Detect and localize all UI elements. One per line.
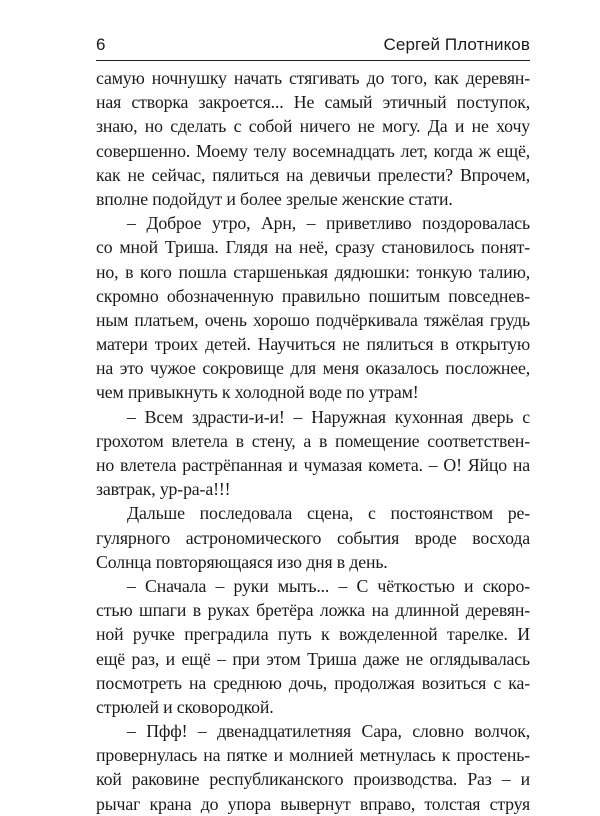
- text-line: ещё раз, и ещё – при этом Триша даже не оглядывалась: [96, 648, 530, 669]
- text-line: скромно обозначенную правильно пошитым повседнев-: [96, 285, 530, 306]
- text-line: со мной Триша. Глядя на неё, сразу становилось понят-: [96, 237, 530, 258]
- text-line: вполне подойдут и более зрелые женские стати.: [96, 188, 453, 209]
- text-line: – Всем здрасти-и-и! – Наружная кухонная дверь с: [127, 406, 530, 427]
- text-line: – Пфф! – двенадцатилетняя Сара, словно волчок,: [127, 721, 530, 742]
- text-line: Дальше последовала сцена, с постоянством ре-: [127, 503, 530, 524]
- text-line: провернулась на пятке и молнией метнулась к простень-: [96, 745, 530, 766]
- text-line: – Доброе утро, Арн, – приветливо поздоровалась: [127, 213, 530, 234]
- text-line: ной ручке преградила путь к вожделенной тарелке. И: [96, 624, 530, 645]
- text-line: ная створка закроется... Не самый этичный поступок,: [96, 92, 530, 113]
- text-line: но, в кого пошла старшенькая дядюшки: тонкую талию,: [96, 261, 530, 282]
- text-line: но влетела растрёпанная и чумазая комета. – О! Яйцо на: [96, 455, 530, 475]
- text-line: совершенно. Моему телу восемнадцать лет, когда ж ещё,: [96, 140, 530, 161]
- text-line: самую ночнушку начать стягивать до того, как деревян-: [96, 68, 530, 88]
- text-line: – Сначала – руки мыть... – С чёткостью и скоро-: [127, 575, 530, 596]
- text-line: стью шпаги в руках бретёра ложка на длинной деревян-: [96, 600, 530, 621]
- text-line: как не сейчас, пялиться на девичьи прелести? Впрочем,: [96, 164, 530, 185]
- text-line: гулярного астрономического события вроде восхода: [96, 527, 530, 548]
- body-text: [96, 66, 530, 816]
- header-rule: [96, 60, 530, 61]
- text-line: ным платьем, очень хорошо подчёркивала тяжёлая грудь: [96, 309, 530, 330]
- text-line: грохотом влетела в стену, а в помещение соответствен-: [96, 430, 530, 451]
- text-line: стрюлей и сковородкой.: [96, 696, 274, 717]
- running-head: [96, 34, 530, 58]
- text-line: знаю, но сделать с собой ничего не могу. Да и не хочу: [96, 116, 530, 137]
- text-line: Солнца повторяющаяся изо дня в день.: [96, 551, 388, 572]
- text-line: матери троих детей. Научиться не пялиться в открытую: [96, 334, 530, 355]
- text-line: кой раковине республиканского производства. Раз – и: [96, 769, 530, 790]
- author-name: Сергей Плотников: [383, 35, 530, 54]
- page-number: 6: [96, 35, 106, 54]
- text-line: посмотреть на среднюю дочь, продолжая возиться с ка-: [96, 672, 530, 693]
- text-line: на это чужое сокровище для меня оказалось посложнее,: [96, 358, 530, 379]
- text-line: завтрак, ур-ра-а!!!: [96, 479, 231, 500]
- text-line: чем привыкнуть к холодной воде по утрам!: [96, 382, 419, 403]
- text-line: рычаг крана до упора вывернут вправо, толстая струя: [96, 793, 530, 814]
